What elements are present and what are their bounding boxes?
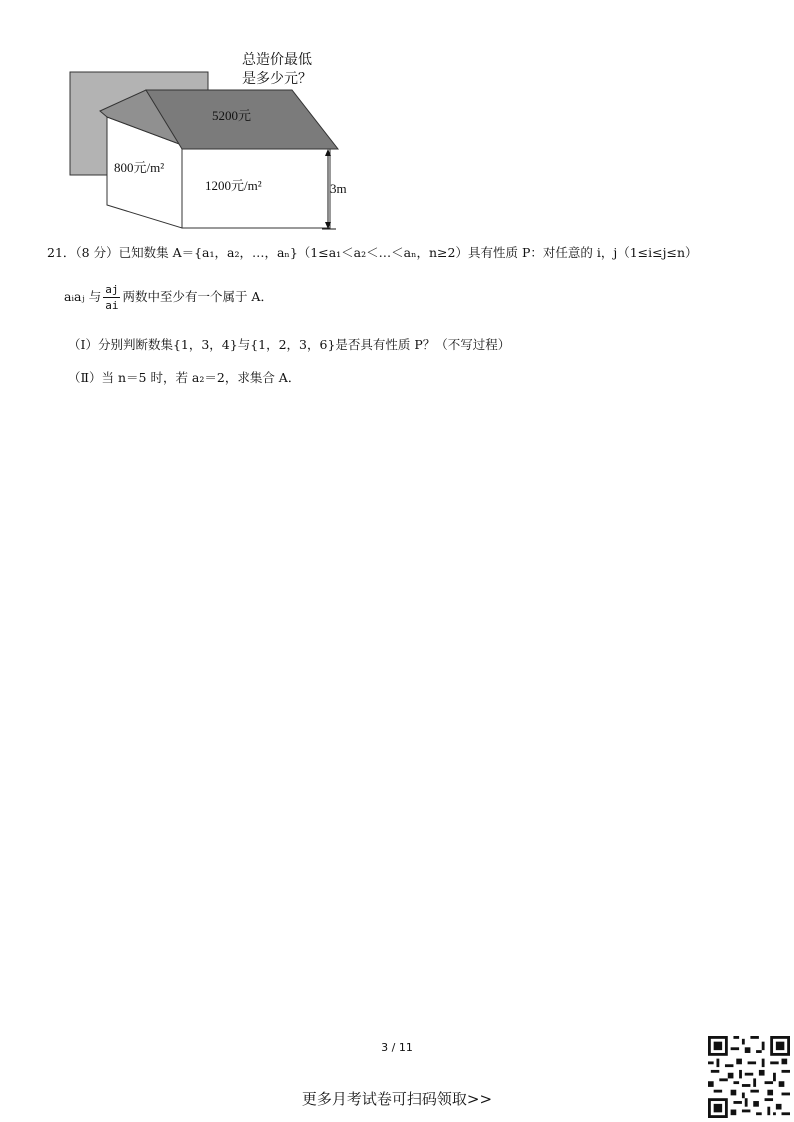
question-statement: 已知数集 A＝{a₁，a₂，…，aₙ}（1≤a₁＜a₂＜…＜aₙ，n≥2）具有性质 P：对任意的 i，j（1≤i≤j≤n） <box>118 245 698 260</box>
promo-text: 更多月考试卷可扫码领取>> <box>301 1090 493 1108</box>
fraction-numerator: aj <box>105 283 119 296</box>
front-wall-price-label: 1200元/m² <box>205 178 262 193</box>
fraction-denominator: ai <box>105 299 119 312</box>
qr-code-icon[interactable] <box>708 1036 790 1118</box>
question-21-line1 <box>47 244 698 262</box>
fraction-aj-over-ai <box>103 282 120 313</box>
side-wall-price-label: 800元/m² <box>114 160 165 175</box>
page-number: 3 / 11 <box>381 1041 413 1054</box>
condition-text: 两数中至少有一个属于 A． <box>122 289 273 304</box>
question-21-line2 <box>64 282 273 313</box>
question-label-line2: 是多少元？ <box>242 72 312 87</box>
question-points: （8 分） <box>75 245 119 260</box>
question-21-part2: （Ⅱ）当 n＝5 时，若 a₂＝2，求集合 A． <box>68 370 301 385</box>
question-21-part1: （Ⅰ）分别判断数集{1，3，4}与{1，2，3，6}是否具有性质 P？（不写过程） <box>68 337 511 352</box>
question-label-line1: 总造价最低 <box>242 53 312 68</box>
house-diagram <box>60 45 360 240</box>
height-label: 3m <box>330 181 347 196</box>
roof-price-label: 5200元 <box>212 108 252 123</box>
product-expression: aᵢaⱼ 与 <box>64 289 102 304</box>
question-number: 21． <box>47 245 76 260</box>
